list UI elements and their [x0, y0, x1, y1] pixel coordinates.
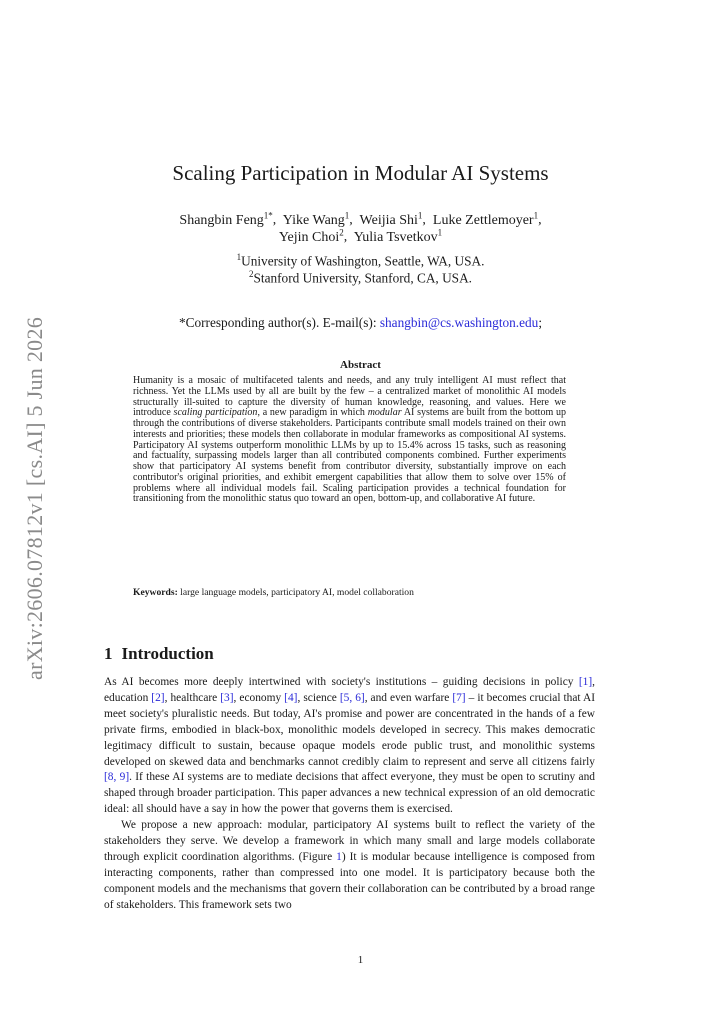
text-run: , economy — [233, 691, 285, 704]
email-link[interactable]: shangbin@cs.washington.edu — [379, 315, 539, 330]
citation-link[interactable]: [4] — [284, 691, 298, 704]
author: Yike Wang$^1$ — [282, 210, 350, 228]
abstract-text: Humanity is a mosaic of multifaceted talents and needs, and any truly intelligent AI must reflect that richness. Yet the LLMs used by all are built by the few – a centralized market of monolithic AI models structurally ill-suited to capture the diversity of human knowledge, reasoning, and values. Here we introduce scaling participation, a new paradigm in which modular AI systems are built from the bottom up through the contributions of diverse stakeholders. Participants contribute small models trained on their own interests and priorities; these models then collaborate in modular frameworks as compositional AI systems. Participatory AI systems outperform monolithic LLMs by up to 15.4% across 15 tasks, such as reasoning and factuality, surpassing models larger than all contributed components combined. Further experiments show that participatory AI systems benefit from contributor diversity, substantially improve on each contributor's original priorities, and exhibit emergent capabilities that allow them to solve over 15% of problems where all individual models fail. Scaling participation provides a technical foundation for transitioning from the monolithic status quo toward an open, bottom-up, and collaborative AI future. — [133, 375, 567, 505]
paragraph — [104, 818, 595, 913]
abstract-heading: Abstract — [340, 359, 381, 371]
author: Yejin Choi$^2$ — [278, 227, 344, 245]
paragraph — [104, 675, 595, 818]
citation-link[interactable]: 1 — [336, 850, 342, 863]
text-run: ) It is modular because intelligence is composed from interacting components, rather than compressed into one model. It is participatory because both the component models and the mechanisms that govern their collaboration can be contributed by a broad range of stakeholders. This framework sets two — [104, 850, 595, 911]
text-run: , education — [104, 676, 595, 704]
author: Shangbin Feng$^{1*}$ — [179, 210, 273, 228]
citation-link[interactable]: [3] — [220, 691, 234, 704]
citation-link[interactable]: [5, 6] — [339, 691, 365, 704]
author-line-1: Shangbin Feng$^{1*}$, Yike Wang$^1$, Weijia Shi$^1$, Luke Zettlemoyer$^1$, — [179, 210, 542, 228]
text-run: As AI becomes more deeply intertwined with society's institutions – guiding decisions in policy — [104, 676, 579, 688]
body-text — [104, 675, 595, 914]
citation-link[interactable]: [2] — [151, 691, 165, 704]
paper-title: Scaling Participation in Modular AI Systems — [172, 161, 549, 185]
affiliation: $^2$Stanford University, Stanford, CA, USA. — [248, 269, 473, 286]
text-run: We propose a new approach: modular, participatory AI systems built to reflect the variety of the stakeholders they serve. We develop a framework in which many small and large models collaborate through explicit coordination algorithms. (Figure — [104, 819, 595, 863]
corresponding-author: *Corresponding author(s). E-mail(s): shangbin@cs.washington.edu; — [178, 315, 543, 330]
author: Yulia Tsvetkov$^1$ — [353, 227, 443, 245]
section-heading: 1 Introduction — [104, 644, 214, 663]
author-line-2: Yejin Choi$^2$, Yulia Tsvetkov$^1$ — [278, 227, 443, 245]
text-run: , and even warfare — [364, 691, 453, 704]
author: Luke Zettlemoyer$^1$ — [432, 210, 539, 228]
keywords: Keywords: large language models, participatory AI, model collaboration — [133, 587, 414, 598]
text-run: . If these AI systems are to mediate decisions that affect everyone, they must be open to scrutiny and shaped through broader participation. This paper advances a new technical expression of an old democratic ideal: all should have a say in how the power that governs them is exercised. — [104, 771, 595, 816]
arxiv-identifier: arXiv:2606.07812v1 [cs.AI] 5 Jun 2026 — [22, 316, 47, 680]
citation-link[interactable]: [8, 9] — [104, 771, 130, 784]
citation-link[interactable]: [1] — [578, 676, 593, 688]
text-run: , healthcare — [164, 691, 221, 704]
citation-link[interactable]: [7] — [452, 691, 466, 704]
text-run: – it becomes crucial that AI meet society's pluralistic needs. But today, AI's promise and power are concentrated in the hands of a few private firms, embodied in black-box, monolithic models developed in secrecy. This makes democratic legitimacy difficult to sustain, because opaque models erode public trust, and monolithic systems developed on skewed data and benchmarks cannot credibly claim to represent and serve all citizens fairly — [104, 691, 595, 768]
author: Weijia Shi$^1$ — [359, 210, 423, 228]
text-run: , science — [297, 691, 340, 704]
page-number: 1 — [357, 954, 364, 966]
affiliation: $^1$University of Washington, Seattle, WA, USA. — [236, 252, 485, 269]
